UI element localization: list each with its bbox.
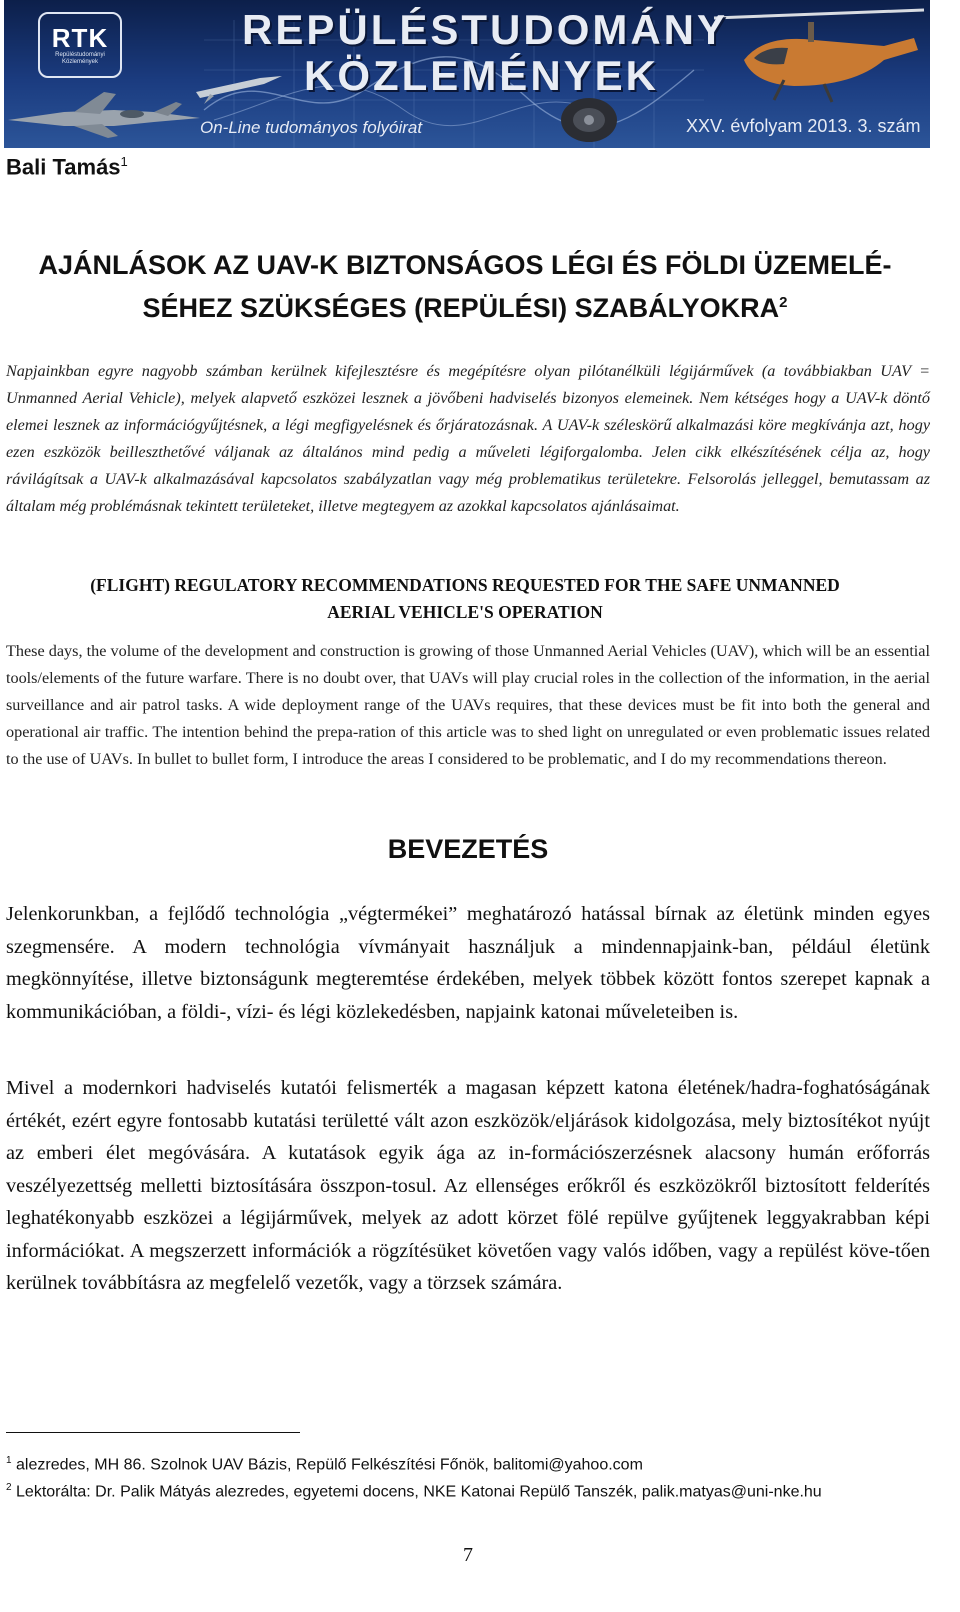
footnote-1-mark: 1 bbox=[6, 1455, 12, 1466]
logo-subtext: Repüléstudományi Közlemények bbox=[55, 52, 105, 65]
article-title-hu bbox=[6, 246, 924, 327]
journal-title-line2: KÖZLEMÉNYEK bbox=[304, 52, 660, 99]
logo-text: RTK bbox=[51, 23, 109, 53]
footnote-divider bbox=[6, 1432, 300, 1433]
footnote-1-text: alezredes, MH 86. Szolnok UAV Bázis, Repülő Felkészítési Főnök, balitomi@yahoo.com bbox=[16, 1456, 643, 1474]
fighter-jet-image bbox=[4, 82, 204, 142]
body-paragraph-2: Mivel a modernkori hadviselés kutatói felismerték a magasan képzett katona életének/hadra-foghatóságának értékét, ezért egyre fontosabb kutatási területté vált azon eszközök/eljárások kidolgozása, mely biztosítékot nyújt az emberi élet megóvására. A kutatások egyik ága az in-formációszerzésnek alacsony humán erőforrás veszélyezettség melletti biztosítására összpon-tosul. Az ellenséges erőkről és eszközökről biztosított felderítés leghatékonyabb eszközei a légijárművek, melyek az adott körzet fölé repülve gyűjtenek leggyakrabban képi információkat. A megszerzett információk a rögzítésüket követően vagy valós időben, vagy a repülést köve-tően kerülnek továbbításra az megfelelő vezetők, vagy a törzsek számára. bbox=[6, 1077, 930, 1294]
section-heading-introduction: BEVEZETÉS bbox=[387, 834, 549, 864]
page-number: 7 bbox=[463, 1544, 473, 1566]
author-footnote-mark[interactable]: 1 bbox=[120, 154, 128, 169]
article-title-en-line1: (FLIGHT) REGULATORY RECOMMENDATIONS REQUESTED FOR THE SAFE UNMANNED bbox=[90, 575, 840, 595]
author-name-text: Bali Tamás bbox=[6, 154, 121, 180]
article-title-hu-line2-wrap bbox=[6, 284, 924, 327]
body-paragraph-1: Jelenkorunkban, a fejlődő technológia „végtermékei” meghatározó hatással bírnak az életünk minden egyes szegmensére. A modern technológia vívmányait használjuk a mindennapjaink-ban, például életünk megkönnyítése, illetve biztonságunk megteremtése érdekében, melyek többek között fontos szerepet kapnak a kommunikációban, a földi-, vízi- és légi közlekedésben, napjaink katonai műveleteiben is. bbox=[6, 903, 930, 1023]
journal-title-line1: REPÜLÉSTUDOMÁNY bbox=[242, 6, 729, 53]
article-title-hu-line2: SÉHEZ SZÜKSÉGES (REPÜLÉSI) SZABÁLYOKRA bbox=[142, 293, 780, 323]
author-name bbox=[6, 154, 128, 180]
title-footnote-mark[interactable]: 2 bbox=[779, 294, 788, 311]
missile-image bbox=[190, 66, 290, 106]
journal-subtitle: On-Line tudományos folyóirat bbox=[200, 118, 423, 137]
helicopter-image bbox=[704, 0, 930, 120]
footnote-2-text: Lektorálta: Dr. Palik Mátyás alezredes, egyetemi docens, NKE Katonai Repülő Tanszék, palik.matyas@uni-nke.hu bbox=[16, 1483, 822, 1501]
article-title-en bbox=[6, 572, 924, 626]
abstract-hu: Napjainkban egyre nagyobb számban kerülnek kifejlesztésre és megépítésre olyan pilótanélküli légijárművek (a továbbiakban UAV = Unmanned Aerial Vehicle), melyek alapvető eszközei lesznek a jövőbeni hadviselés bizonyos elemeinek. Nem kétséges hogy a UAV-k döntő elemei lesznek az információgyűjtésnek, a légi megfigyelésnek és őrjáratozásnak. A UAV-k széleskörű alkalmazási köre megkívánja azt, hogy ezen eszközök beilleszthetővé váljanak az általános mind pedig a műveleti légiforgalomba. Jelen cikk elkészítésének célja az, hogy rávilágítsak a UAV-k alkalmazásával kapcsolatos szabályzatlan vagy még problematikus területekre. Felsorolás jelleggel, bemutassam az általam még problémásnak tekintett területeket, illetve megtegyem az azokkal kapcsolatos ajánlásaimat. bbox=[6, 362, 930, 515]
footnote-2-mark: 2 bbox=[6, 1482, 12, 1493]
footnote-1 bbox=[6, 1450, 936, 1476]
article-title-hu-line1: AJÁNLÁSOK AZ UAV-K BIZTONSÁGOS LÉGI ÉS FÖLDI ÜZEMELÉ- bbox=[38, 250, 892, 280]
journal-issue: XXV. évfolyam 2013. 3. szám bbox=[686, 116, 921, 136]
journal-logo bbox=[38, 12, 122, 78]
footnote-2 bbox=[6, 1477, 936, 1503]
article-title-en-line2: AERIAL VEHICLE'S OPERATION bbox=[327, 602, 603, 622]
journal-banner bbox=[4, 0, 930, 148]
abstract-en: These days, the volume of the development and construction is growing of those Unmanned Aerial Vehicles (UAV), which will be an essential tools/elements of the future warfare. There is no doubt over, that UAVs will play crucial roles in the collection of the information, in the aerial surveillance and air patrol tasks. A wide deployment range of the UAVs requires, that these devices must be fit into both the general and operational air traffic. The intention behind the prepa-ration of this article was to shed light on unregulated or even problematic issues related to the use of UAVs. In bullet to bullet form, I introduce the areas I considered to be problematic, and I do my recommendations thereon. bbox=[6, 642, 930, 768]
